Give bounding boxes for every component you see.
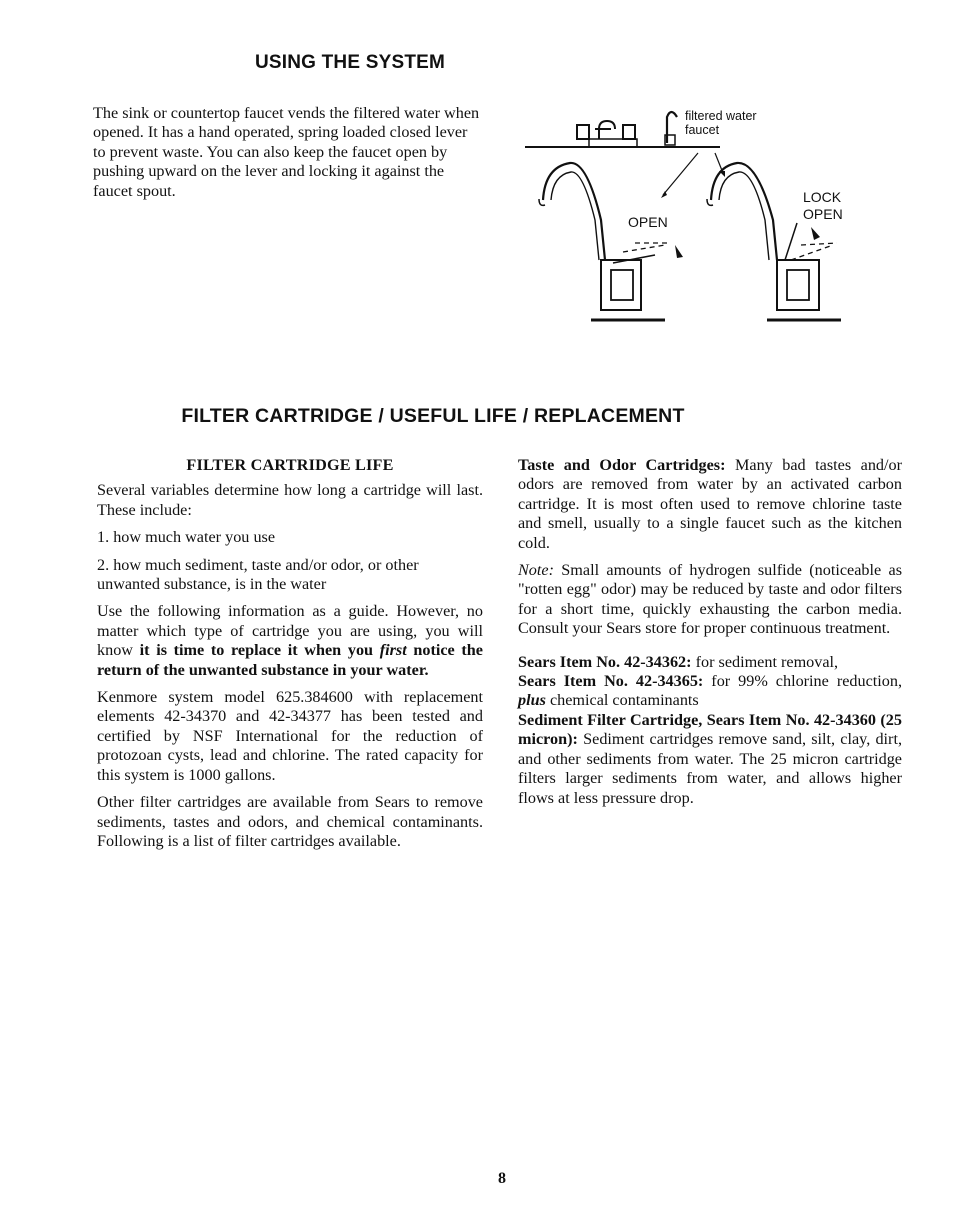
paragraph-other-cartridges: Other filter cartridges are available from Sears to remove sediments, tastes and odors, and chemical contaminants. Following is a list of filter cartridges available. bbox=[97, 793, 483, 850]
right-column bbox=[518, 456, 902, 808]
paragraph-kenmore: Kenmore system model 625.384600 with replacement elements 42-34370 and 42-34377 has been tested and certified by NSF International for the reduction of protozoan cysts, lead and chlorine. The rated capacity for this system is 1000 gallons. bbox=[97, 688, 483, 784]
label-lock: LOCK bbox=[803, 189, 842, 205]
faucet-diagram bbox=[515, 95, 875, 330]
section-heading-using-the-system: USING THE SYSTEM bbox=[254, 52, 446, 73]
paragraph-note bbox=[518, 561, 902, 639]
guide-text: Use the following information as a guide. However, no matter which type of cartridge you are using, you will know bbox=[97, 602, 483, 660]
item-42-34365-plus: plus bbox=[518, 691, 546, 710]
paragraph-taste-odor bbox=[518, 456, 902, 553]
item-42-34362 bbox=[518, 653, 902, 672]
note-label: Note: bbox=[518, 561, 554, 580]
section-heading-filter-cartridge: FILTER CARTRIDGE / USEFUL LIFE / REPLACEMENT bbox=[181, 405, 685, 427]
item-42-34365 bbox=[518, 672, 902, 711]
item-list bbox=[518, 653, 902, 808]
item-42-34365-text-2: chemical contaminants bbox=[545, 691, 699, 710]
item-42-34365-label: Sears Item No. 42-34365: bbox=[518, 672, 704, 691]
label-open-2: OPEN bbox=[803, 206, 843, 222]
taste-odor-label: Taste and Odor Cartridges: bbox=[518, 456, 726, 474]
guide-italic-first: first bbox=[379, 641, 407, 660]
item-42-34362-text: for sediment removal, bbox=[691, 652, 839, 671]
intro-paragraph: The sink or countertop faucet vends the filtered water when opened. It has a hand operated, spring loaded closed lever to prevent waste. You can also keep the faucet open by pushing upward on the lever and locking it against the faucet spout. bbox=[93, 104, 480, 200]
list-item-2: 2. how much sediment, taste and/or odor, or other unwanted substance, is in the water bbox=[97, 555, 419, 594]
item-42-34362-label: Sears Item No. 42-34362: bbox=[518, 652, 692, 671]
note-text: Small amounts of hydrogen sulfide (noticeable as "rotten egg" odor) may be reduced by taste and odor filters for a short time, quickly exhausting the carbon media. Consult your Sears store for proper continuous treatment. bbox=[518, 561, 902, 638]
item-42-34360-label: Sediment Filter Cartridge, Sears Item No. 42-34360 (25 micron): bbox=[518, 710, 902, 749]
page-number: 8 bbox=[498, 1170, 506, 1187]
label-open: OPEN bbox=[628, 214, 668, 230]
taste-odor-text: Many bad tastes and/or odors are removed from water by an activated carbon cartridge. It is most often used to remove chlorine taste and smell, usually to a single faucet such as the kitchen cold. bbox=[518, 456, 902, 552]
paragraph-guide bbox=[97, 602, 483, 680]
item-42-34365-text: for 99% chlorine reduction, bbox=[703, 672, 902, 691]
subheading-filter-cartridge-life: FILTER CARTRIDGE LIFE bbox=[186, 456, 394, 474]
left-column bbox=[97, 456, 483, 859]
item-42-34360 bbox=[518, 711, 902, 808]
paragraph-variables: Several variables determine how long a cartridge will last. These include: bbox=[97, 481, 483, 519]
guide-bold-text-2: notice the return of the unwanted substance in your water. bbox=[97, 641, 483, 679]
item-42-34360-text: Sediment cartridges remove sand, silt, clay, dirt, and other sediments from water. The 25 micron cartridge filters larger sediments from water, and allows higher flows at less pressure drop. bbox=[518, 730, 902, 807]
label-filtered-water-faucet: filtered water faucet bbox=[685, 109, 757, 137]
guide-bold-text: it is time to replace it when you bbox=[139, 641, 380, 660]
list-item-1: 1. how much water you use bbox=[97, 528, 276, 547]
